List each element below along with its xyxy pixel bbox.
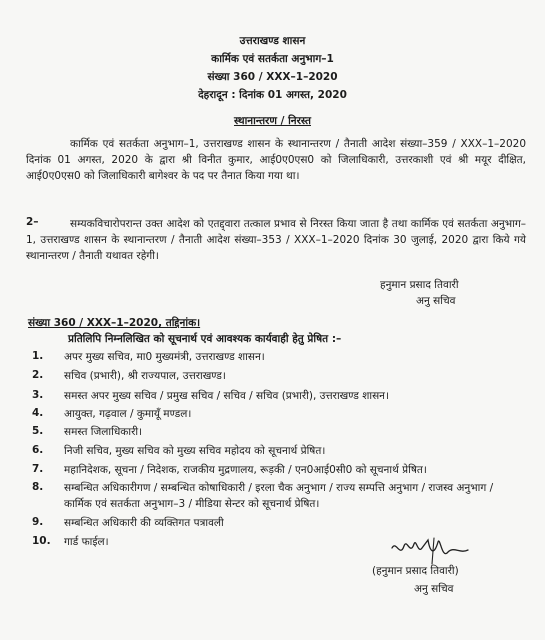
signatory-designation: अनु सचिव <box>416 295 456 307</box>
paragraph-2: सम्यकविचारोपरान्त उक्त आदेश को एतद्द्वारा तत्काल प्रभाव से निरस्त किया जाता है तथा कार्मिक एवं सतर्कता अनुभाग–1, उत्तराखण्ड शासन के स्थानान्तरण / तैनाती आदेश संख्या–353 / XXX–1–2020 दिनांक 30 जुलाई, 2020 द्वारा किये गये स्थानान्तरण / तैनाती यथावत रहेगी। <box>26 218 526 262</box>
list-item-number: 2. <box>32 369 44 381</box>
signatory-designation-copy: अनु सचिव <box>414 583 454 595</box>
list-item-text: सचिव (प्रभारी), श्री राज्यपाल, उत्तराखण्ड। <box>64 370 226 382</box>
list-item-text: सम्बन्धित अधिकारी की व्यक्तिगत पत्रावली <box>64 517 224 529</box>
list-item-text: अपर मुख्य सचिव, मा0 मुख्यमंत्री, उत्तराखण्ड शासन। <box>64 351 265 363</box>
department-name: कार्मिक एवं सतर्कता अनुभाग–1 <box>211 53 334 65</box>
copy-reference-number: संख्या 360 / XXX–1–2020, तद्दिनांक। <box>28 317 201 329</box>
signatory-name-copy: (हनुमान प्रसाद तिवारी) <box>372 565 459 577</box>
handwritten-signature <box>388 534 478 568</box>
list-item-text: महानिदेशक, सूचना / निदेशक, राजकीय मुद्रणालय, रूड़की / एन0आई0सी0 को सूचनार्थ प्रेषित। <box>64 464 427 476</box>
list-item-number: 8. <box>32 481 44 493</box>
list-item-text: समस्त जिलाधिकारी। <box>64 426 143 438</box>
order-number: संख्या 360 / XXX–1–2020 <box>207 71 338 83</box>
government-name: उत्तराखण्ड शासन <box>239 35 306 47</box>
list-item-number: 5. <box>32 425 44 437</box>
list-item-text: समस्त अपर मुख्य सचिव / प्रमुख सचिव / सचिव / सचिव (प्रभारी), उत्तराखण्ड शासन। <box>64 390 389 402</box>
list-item-number: 3. <box>32 389 44 401</box>
list-item-text: गार्ड फाईल। <box>64 536 109 548</box>
paragraph-1: कार्मिक एवं सतर्कता अनुभाग–1, उत्तराखण्ड शासन के स्थानान्तरण / तैनाती आदेश संख्या–359 / XXX–1–2020 दिनांक 01 अगस्त, 2020 के द्वारा श्री विनीत कुमार, आई0ए0एस0 को जिलाधिकारी, उत्तरकाशी एवं श्री मयूर दीक्षित, आई0ए0एस0 को जिलाधिकारी बागेश्वर के पद पर तैनात किया गया था। <box>26 138 526 182</box>
list-item-text: निजी सचिव, मुख्य सचिव को मुख्य सचिव महोदय को सूचनार्थ प्रेषित। <box>64 445 326 457</box>
list-item-number: 4. <box>32 407 44 419</box>
list-item-number: 6. <box>32 444 44 456</box>
subject-heading: स्थानान्तरण / निरस्त <box>233 115 311 127</box>
paragraph-2-number: 2– <box>26 216 39 228</box>
signatory-name: हनुमान प्रसाद तिवारी <box>380 279 459 291</box>
list-item-text: सम्बन्धित अधिकारीगण / सम्बन्धित कोषाधिकारी / इरला चैक अनुभाग / राज्य सम्पत्ति अनुभाग / राजस्व अनुभाग / कार्मिक एवं सतर्कता अनुभाग–3 / मीडिया सेन्टर को सूचनार्थ प्रेषित। <box>64 482 494 510</box>
copy-intro: प्रतिलिपि निम्नलिखित को सूचनार्थ एवं आवश्यक कार्यवाही हेतु प्रेषित :– <box>68 333 342 345</box>
list-item-number: 7. <box>32 463 44 475</box>
list-item-number: 10. <box>32 535 51 547</box>
list-item-number: 9. <box>32 516 44 528</box>
list-item-number: 1. <box>32 350 44 362</box>
list-item-text: आयुक्त, गढ़वाल / कुमायूँ मण्डल। <box>64 408 192 420</box>
place-date: देहरादून : दिनांक 01 अगस्त, 2020 <box>198 89 347 101</box>
